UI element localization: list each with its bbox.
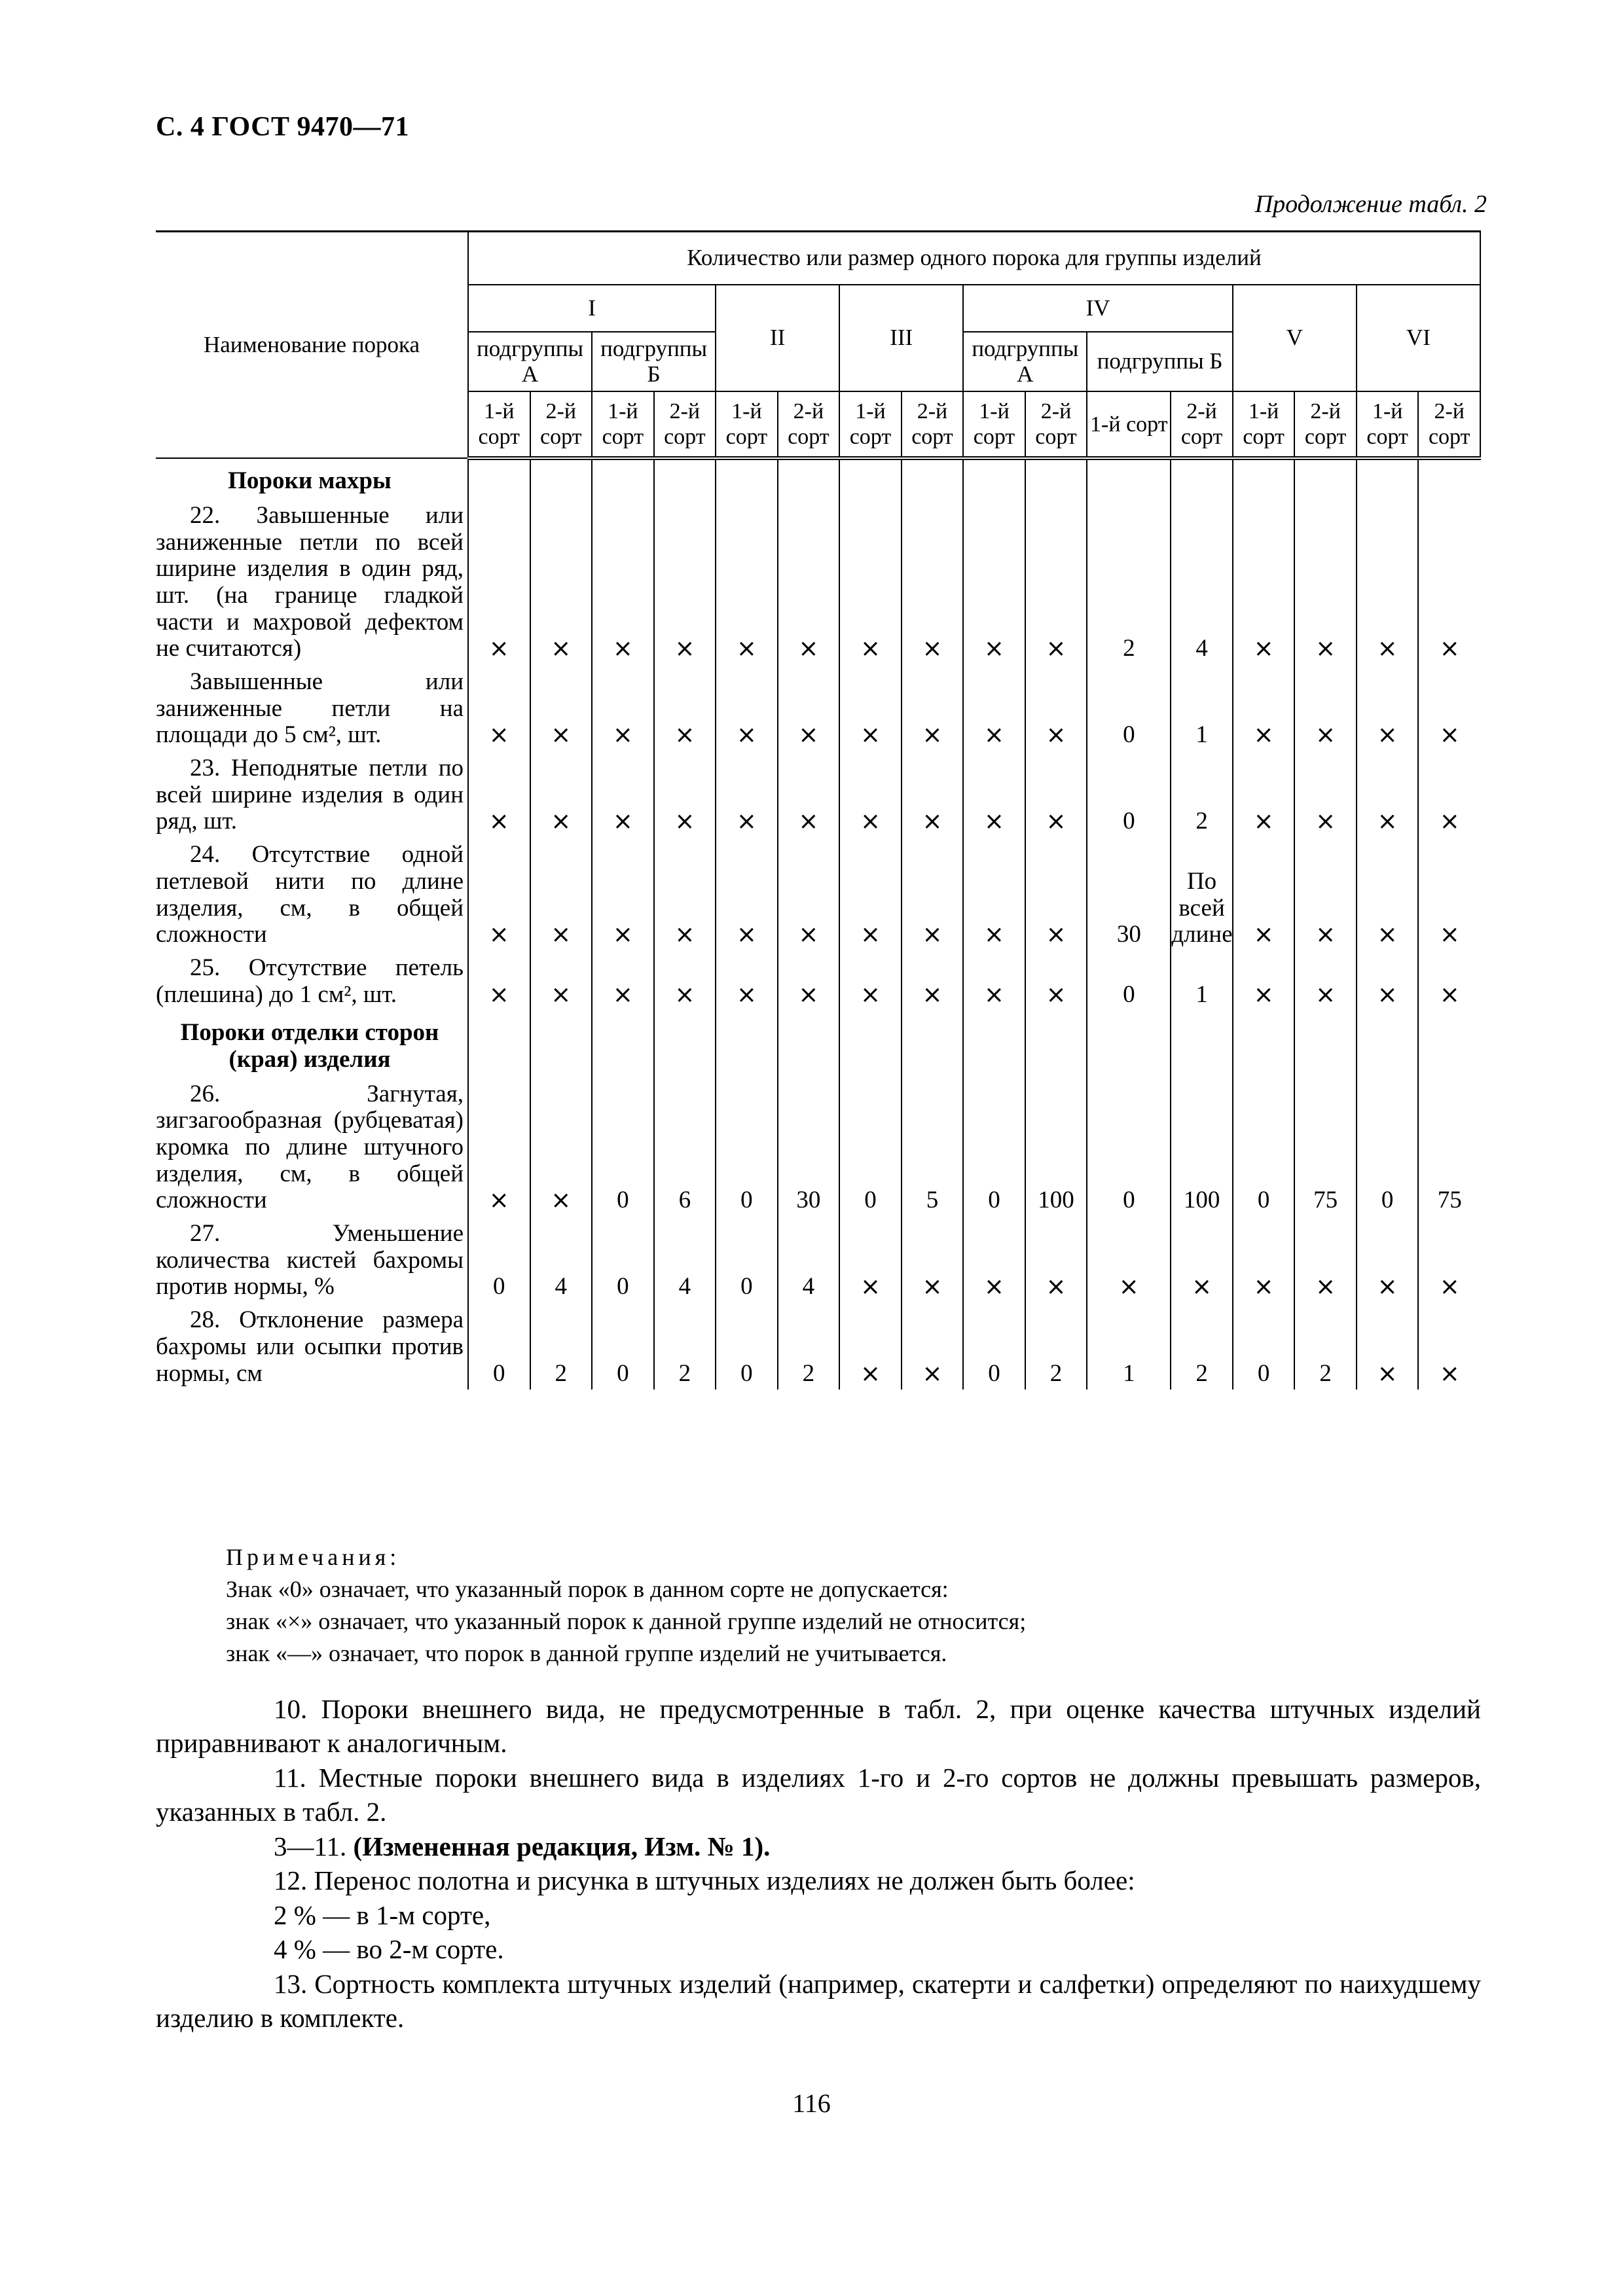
value-cell: 100 xyxy=(1025,1077,1087,1217)
group-header-i: I xyxy=(468,285,716,332)
defect-name xyxy=(156,951,468,1011)
defect-name-text: 28. Отклонение размера бахромы или осыпки против нормы, см xyxy=(156,1306,464,1387)
value-cell: 0 xyxy=(1357,1077,1419,1217)
value-cell: 0 xyxy=(716,1077,778,1217)
defect-name xyxy=(156,1217,468,1303)
paragraph-11: 11. Местные пороки внешнего вида в изделиях 1-го и 2-го сортов не должны превышать размеров, указанных в табл. 2. xyxy=(156,1762,1481,1827)
value-cell: × xyxy=(902,1303,964,1390)
sort-header-second: 2-й сорт xyxy=(1171,391,1233,458)
value-cell: 0 xyxy=(1087,665,1171,751)
value-cell: По всей длине xyxy=(1171,838,1233,951)
value-cell: × xyxy=(839,951,902,1011)
defect-name-text: Завышенные или заниженные петли на площади до 5 см², шт. xyxy=(156,668,464,749)
value-cell: 1 xyxy=(1171,951,1233,1011)
value-cell: 2 xyxy=(654,1303,716,1390)
sort-header-second: 2-й сорт xyxy=(1294,391,1357,458)
value-cell: × xyxy=(468,838,530,951)
value-cell: × xyxy=(1025,751,1087,838)
empty-cell xyxy=(1357,1011,1419,1077)
empty-cell xyxy=(1087,1011,1171,1077)
value-cell: 2 xyxy=(1025,1303,1087,1390)
table-row xyxy=(156,1217,1480,1303)
value-cell: × xyxy=(530,838,593,951)
value-cell: 0 xyxy=(468,1217,530,1303)
value-cell: × xyxy=(716,951,778,1011)
value-cell: × xyxy=(1418,1303,1480,1390)
defect-name-text: 24. Отсутствие одной петлевой нити по длине изделия, см, в общей сложности xyxy=(156,841,464,948)
value-cell: × xyxy=(468,951,530,1011)
empty-cell xyxy=(778,1011,840,1077)
value-cell: × xyxy=(1233,1217,1295,1303)
value-cell: × xyxy=(839,1217,902,1303)
table-row xyxy=(156,499,1480,665)
value-cell: 0 xyxy=(1233,1077,1295,1217)
empty-cell xyxy=(1171,1011,1233,1077)
sort-header-first: 1-й сорт xyxy=(839,391,902,458)
value-cell: × xyxy=(654,951,716,1011)
sort-header-first: 1-й сорт xyxy=(1233,391,1295,458)
value-cell: 1 xyxy=(1171,665,1233,751)
sort-header-second: 2-й сорт xyxy=(530,391,593,458)
empty-cell xyxy=(963,1011,1025,1077)
body-text xyxy=(156,1692,1481,2036)
subgroup-header-i-a: подгруппы А xyxy=(468,332,592,391)
page-header-title: С. 4 ГОСТ 9470—71 xyxy=(156,112,410,142)
table-continuation-label: Продолжение табл. 2 xyxy=(1254,190,1487,218)
value-cell: × xyxy=(530,665,593,751)
empty-cell xyxy=(1087,458,1171,499)
value-cell: 30 xyxy=(1087,838,1171,951)
value-cell: × xyxy=(1418,665,1480,751)
value-cell: × xyxy=(902,499,964,665)
subgroup-header-iv-a: подгруппы А xyxy=(963,332,1087,391)
value-cell: 0 xyxy=(592,1303,654,1390)
value-cell: 0 xyxy=(1087,751,1171,838)
sort-header-second: 2-й сорт xyxy=(902,391,964,458)
note-line: знак «—» означает, что порок в данной группе изделий не учитывается. xyxy=(226,1640,947,1666)
empty-cell xyxy=(716,458,778,499)
empty-cell xyxy=(839,458,902,499)
subgroup-header-iv-b: подгруппы Б xyxy=(1087,332,1233,391)
defect-name-text: 25. Отсутствие петель (плешина) до 1 см², шт. xyxy=(156,954,464,1008)
value-cell: 0 xyxy=(592,1077,654,1217)
empty-cell xyxy=(592,1011,654,1077)
value-cell: × xyxy=(1087,1217,1171,1303)
value-cell: × xyxy=(716,751,778,838)
value-cell: × xyxy=(1418,1217,1480,1303)
table-row xyxy=(156,951,1480,1011)
table-row xyxy=(156,838,1480,951)
value-cell: 100 xyxy=(1171,1077,1233,1217)
sort-header-first: 1-й сорт xyxy=(468,391,530,458)
value-cell: × xyxy=(1025,951,1087,1011)
value-cell: × xyxy=(1294,751,1357,838)
value-cell: 0 xyxy=(1233,1303,1295,1390)
value-cell: × xyxy=(963,665,1025,751)
notes-heading: Примечания: xyxy=(226,1544,401,1570)
value-cell: 0 xyxy=(1087,1077,1171,1217)
paragraph-13: 13. Сортность комплекта штучных изделий (например, скатерти и салфетки) определяют по наихудшему изделию в комплекте. xyxy=(156,1968,1481,2034)
value-cell: × xyxy=(839,751,902,838)
sort-header-second: 2-й сорт xyxy=(1418,391,1480,458)
value-cell: × xyxy=(1294,1217,1357,1303)
value-cell: × xyxy=(1233,838,1295,951)
value-cell: × xyxy=(1025,838,1087,951)
defect-name xyxy=(156,499,468,665)
empty-cell xyxy=(1233,458,1295,499)
defect-name-text: 22. Завышенные или заниженные петли по всей ширине изделия в один ряд, шт. (на границе гладкой части и махровой дефектом не считаются) xyxy=(156,501,464,662)
value-cell: 2 xyxy=(1294,1303,1357,1390)
sort-header-second: 2-й сорт xyxy=(778,391,840,458)
value-cell: × xyxy=(839,499,902,665)
value-cell: × xyxy=(1418,951,1480,1011)
value-cell: × xyxy=(1025,665,1087,751)
value-cell: × xyxy=(902,838,964,951)
empty-cell xyxy=(654,458,716,499)
value-cell: × xyxy=(1025,499,1087,665)
value-cell: 1 xyxy=(1087,1303,1171,1390)
value-cell: × xyxy=(1294,838,1357,951)
value-cell: × xyxy=(1418,499,1480,665)
paragraph-10: 10. Пороки внешнего вида, не предусмотренные в табл. 2, при оценке качества штучных изделий приравнивают к аналогичным. xyxy=(156,1694,1481,1759)
value-cell: 0 xyxy=(592,1217,654,1303)
paragraph-12-item-1: 2 % — в 1-м сорте, xyxy=(274,1899,491,1930)
defect-name-text: 27. Уменьшение количества кистей бахромы против нормы, % xyxy=(156,1220,464,1300)
value-cell: 4 xyxy=(530,1217,593,1303)
value-cell: 5 xyxy=(902,1077,964,1217)
group-header-iii: III xyxy=(839,285,963,392)
empty-cell xyxy=(1233,1011,1295,1077)
subgroup-header-i-b: подгруппы Б xyxy=(592,332,716,391)
value-cell: 30 xyxy=(778,1077,840,1217)
value-cell: 6 xyxy=(654,1077,716,1217)
table-notes xyxy=(226,1541,1026,1670)
defect-name xyxy=(156,665,468,751)
empty-cell xyxy=(1025,458,1087,499)
defects-table-container xyxy=(156,230,1481,1390)
value-cell: × xyxy=(654,665,716,751)
value-cell: × xyxy=(1171,1217,1233,1303)
value-cell: × xyxy=(1294,951,1357,1011)
value-cell: × xyxy=(1294,665,1357,751)
value-cell: 0 xyxy=(1087,951,1171,1011)
defects-table xyxy=(156,230,1481,1390)
value-cell: × xyxy=(902,951,964,1011)
defect-name-text: 26. Загнутая, зигзагообразная (рубцеватая) кромка по длине штучного изделия, см, в общей сложности xyxy=(156,1080,464,1214)
value-cell: × xyxy=(1233,499,1295,665)
value-cell: × xyxy=(778,499,840,665)
value-cell: 2 xyxy=(1087,499,1171,665)
value-cell: × xyxy=(592,499,654,665)
empty-cell xyxy=(1294,1011,1357,1077)
value-cell: 0 xyxy=(963,1303,1025,1390)
empty-cell xyxy=(468,1011,530,1077)
value-cell: 4 xyxy=(654,1217,716,1303)
paragraph-12-item-2: 4 % — во 2-м сорте. xyxy=(274,1934,504,1965)
value-cell: × xyxy=(778,838,840,951)
note-line: Знак «0» означает, что указанный порок в данном сорте не допускается: xyxy=(226,1575,949,1602)
value-cell: × xyxy=(468,751,530,838)
empty-cell xyxy=(592,458,654,499)
value-cell: × xyxy=(1233,951,1295,1011)
value-cell: 0 xyxy=(839,1077,902,1217)
value-cell: × xyxy=(1418,751,1480,838)
value-cell: × xyxy=(530,951,593,1011)
value-cell: 2 xyxy=(1171,1303,1233,1390)
defect-name xyxy=(156,838,468,951)
value-cell: × xyxy=(716,665,778,751)
sort-header-first: 1-й сорт xyxy=(1357,391,1419,458)
value-cell: × xyxy=(530,751,593,838)
value-cell: 4 xyxy=(1171,499,1233,665)
empty-cell xyxy=(654,1011,716,1077)
value-cell: × xyxy=(1025,1217,1087,1303)
value-cell: × xyxy=(963,951,1025,1011)
value-cell: 0 xyxy=(468,1303,530,1390)
value-cell: × xyxy=(716,499,778,665)
value-cell: 75 xyxy=(1294,1077,1357,1217)
table-row xyxy=(156,1303,1480,1390)
sort-header-first: 1-й сорт xyxy=(1087,391,1171,458)
column-header-defect-name: Наименование порока xyxy=(156,232,468,459)
table-row xyxy=(156,751,1480,838)
empty-cell xyxy=(839,1011,902,1077)
defect-name xyxy=(156,751,468,838)
column-header-quantity: Количество или размер одного порока для группы изделий xyxy=(468,232,1480,285)
value-cell: × xyxy=(654,838,716,951)
empty-cell xyxy=(1418,458,1480,499)
empty-cell xyxy=(902,458,964,499)
value-cell: × xyxy=(963,838,1025,951)
table-row xyxy=(156,665,1480,751)
value-cell: × xyxy=(654,499,716,665)
empty-cell xyxy=(1294,458,1357,499)
value-cell: × xyxy=(963,1217,1025,1303)
section-row-makhra xyxy=(156,458,1480,499)
paragraph-12: 12. Перенос полотна и рисунка в штучных изделиях не должен быть более: xyxy=(274,1865,1135,1896)
value-cell: × xyxy=(468,1077,530,1217)
group-header-v: V xyxy=(1233,285,1357,392)
value-cell: × xyxy=(530,1077,593,1217)
value-cell: × xyxy=(1357,665,1419,751)
value-cell: × xyxy=(963,499,1025,665)
value-cell: × xyxy=(716,838,778,951)
empty-cell xyxy=(530,458,593,499)
value-cell: × xyxy=(902,665,964,751)
value-cell: × xyxy=(654,751,716,838)
group-header-ii: II xyxy=(716,285,839,392)
sort-header-second: 2-й сорт xyxy=(654,391,716,458)
value-cell: × xyxy=(530,499,593,665)
sort-header-first: 1-й сорт xyxy=(592,391,654,458)
value-cell: × xyxy=(592,951,654,1011)
sort-header-first: 1-й сорт xyxy=(963,391,1025,458)
empty-cell xyxy=(963,458,1025,499)
value-cell: × xyxy=(468,665,530,751)
value-cell: × xyxy=(1357,1303,1419,1390)
value-cell: 2 xyxy=(1171,751,1233,838)
value-cell: 0 xyxy=(716,1217,778,1303)
empty-cell xyxy=(530,1011,593,1077)
value-cell: × xyxy=(1294,499,1357,665)
value-cell: 75 xyxy=(1418,1077,1480,1217)
value-cell: × xyxy=(1357,499,1419,665)
value-cell: × xyxy=(839,665,902,751)
amendment-note: (Измененная редакция, Изм. № 1). xyxy=(353,1831,771,1861)
empty-cell xyxy=(778,458,840,499)
value-cell: × xyxy=(592,838,654,951)
value-cell: 2 xyxy=(530,1303,593,1390)
sort-header-second: 2-й сорт xyxy=(1025,391,1087,458)
value-cell: × xyxy=(778,665,840,751)
value-cell: × xyxy=(902,1217,964,1303)
value-cell: × xyxy=(963,751,1025,838)
value-cell: × xyxy=(839,838,902,951)
note-line: знак «×» означает, что указанный порок к данной группе изделий не относится; xyxy=(226,1607,1027,1634)
value-cell: × xyxy=(1233,751,1295,838)
empty-cell xyxy=(1025,1011,1087,1077)
paragraph-amendment xyxy=(156,1829,1481,1863)
value-cell: 4 xyxy=(778,1217,840,1303)
value-cell: × xyxy=(592,665,654,751)
defect-name xyxy=(156,1077,468,1217)
amendment-prefix: 3—11. xyxy=(274,1831,347,1861)
empty-cell xyxy=(1171,458,1233,499)
value-cell: × xyxy=(1357,1217,1419,1303)
value-cell: × xyxy=(839,1303,902,1390)
group-header-vi: VI xyxy=(1357,285,1480,392)
value-cell: × xyxy=(902,751,964,838)
sort-header-first: 1-й сорт xyxy=(716,391,778,458)
value-cell: × xyxy=(1233,665,1295,751)
value-cell: × xyxy=(778,951,840,1011)
value-cell: 0 xyxy=(716,1303,778,1390)
value-cell: × xyxy=(1357,838,1419,951)
value-cell: × xyxy=(778,751,840,838)
value-cell: 2 xyxy=(778,1303,840,1390)
section-heading: Пороки махры xyxy=(228,467,392,495)
defect-name-text: 23. Неподнятые петли по всей ширине изделия в один ряд, шт. xyxy=(156,755,464,835)
value-cell: 0 xyxy=(963,1077,1025,1217)
empty-cell xyxy=(716,1011,778,1077)
section-heading: Пороки отделки сторон (края) изделия xyxy=(180,1019,439,1073)
table-row xyxy=(156,1077,1480,1217)
group-header-iv: IV xyxy=(963,285,1233,332)
value-cell: × xyxy=(1418,838,1480,951)
value-cell: × xyxy=(592,751,654,838)
empty-cell xyxy=(902,1011,964,1077)
value-cell: × xyxy=(468,499,530,665)
page-number: 116 xyxy=(792,2089,831,2118)
value-cell: × xyxy=(1357,951,1419,1011)
empty-cell xyxy=(468,458,530,499)
value-cell: × xyxy=(1357,751,1419,838)
empty-cell xyxy=(1357,458,1419,499)
defect-name xyxy=(156,1303,468,1390)
empty-cell xyxy=(1418,1011,1480,1077)
section-row-edges xyxy=(156,1011,1480,1077)
